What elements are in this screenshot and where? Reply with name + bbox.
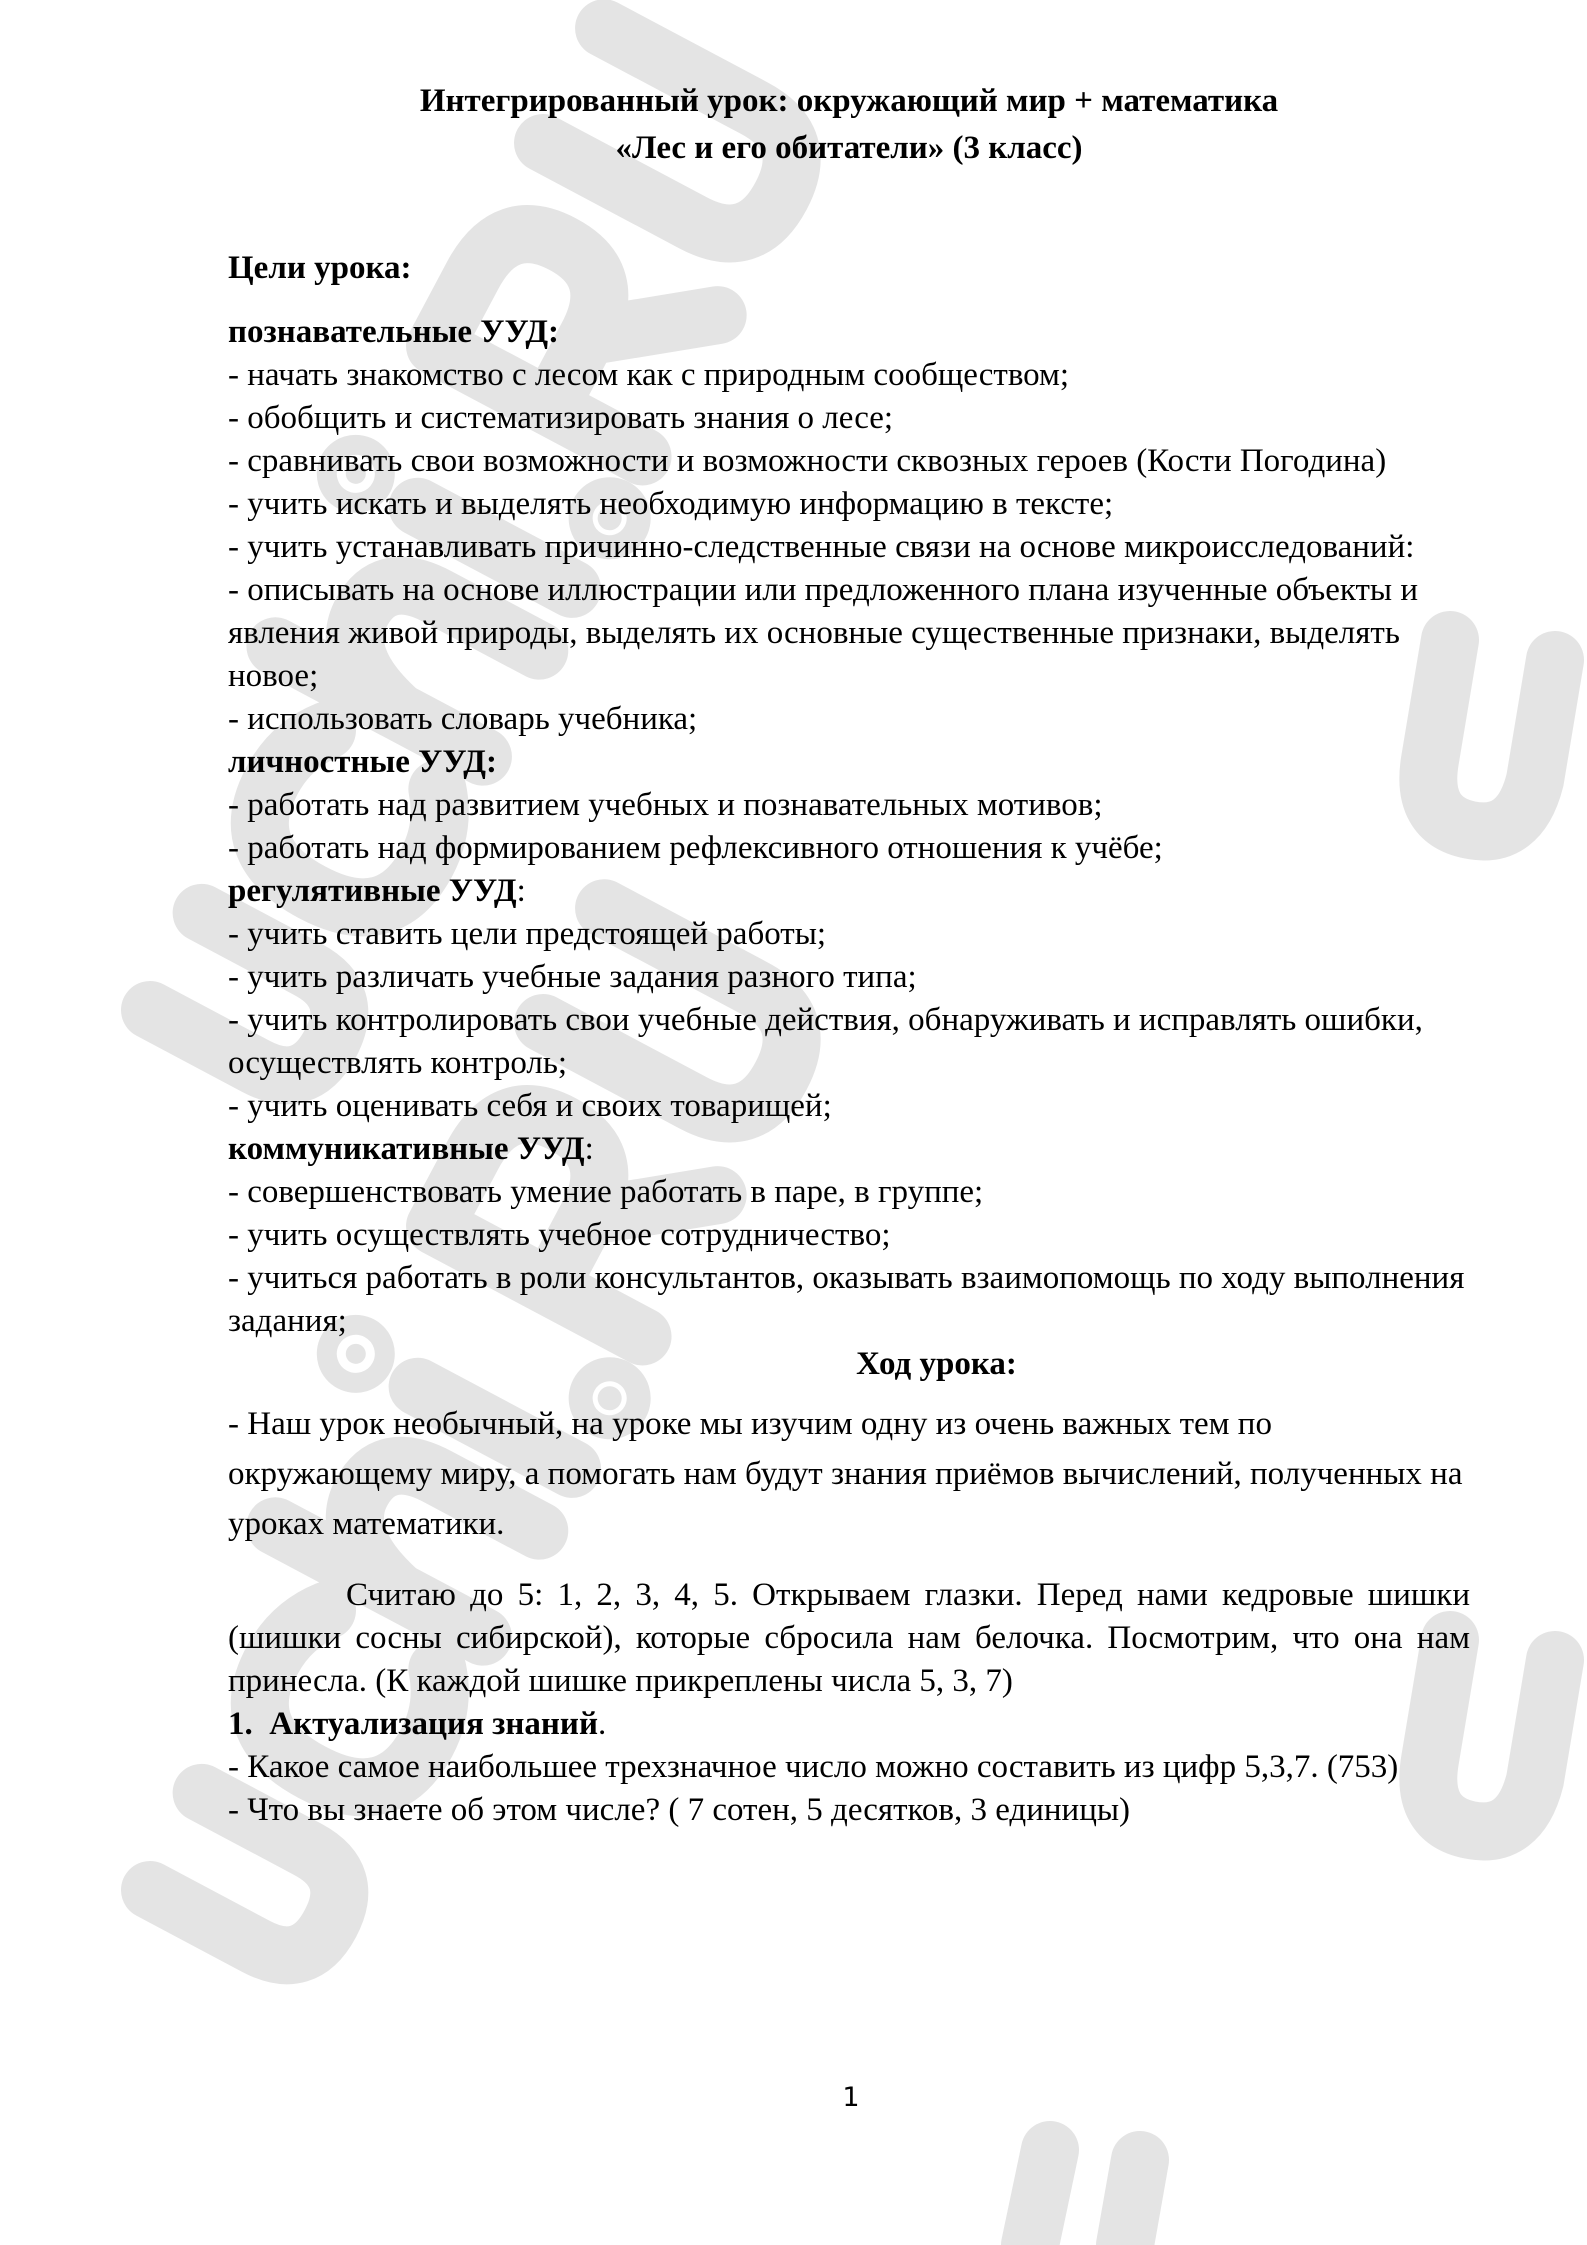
section-1-number: 1.: [228, 1706, 253, 1742]
communicative-uud-heading: [228, 1128, 1470, 1171]
document-title: [228, 78, 1470, 172]
list-item: - учить оценивать себя и своих товарищей;: [228, 1088, 832, 1124]
regulatory-uud-heading: [228, 870, 1470, 913]
goals-heading: Цели урока:: [228, 250, 412, 286]
list-item: - учиться работать в роли консультантов, оказывать взаимопомощь по ходу выполнения задания;: [228, 1260, 1465, 1339]
list-item: - Какое самое наибольшее трехзначное число можно составить из цифр 5,3,7. (753): [228, 1749, 1399, 1785]
count-paragraph: Считаю до 5: 1, 2, 3, 4, 5. Открываем глазки. Перед нами кедровые шишки (шишки сосны сибирской), которые сбросила нам белочка. Посмотрим, что она нам принесла. (К каждой шишке прикреплены числа 5, 3, 7): [228, 1577, 1470, 1699]
cognitive-uud-label: познавательные УУД:: [228, 314, 560, 350]
list-item: - работать над формированием рефлексивного отношения к учёбе;: [228, 830, 1163, 866]
regulatory-uud-section: [228, 870, 1470, 1128]
list-item: - начать знакомство с лесом как с природным сообществом;: [228, 357, 1070, 393]
list-item: - использовать словарь учебника;: [228, 701, 698, 737]
title-line-1: Интегрированный урок: окружающий мир + математика: [419, 83, 1279, 119]
page-number: 1: [842, 2082, 860, 2113]
list-item: - описывать на основе иллюстрации или предложенного плана изученные объекты и явления живой природы, выделять их основные существенные признаки, выделять новое;: [228, 572, 1418, 694]
section-1-title: Актуализация знаний: [269, 1706, 598, 1742]
watermark-edge-bottom: [1030, 2150, 1140, 2245]
list-item: - учить ставить цели предстоящей работы;: [228, 916, 827, 952]
list-item: - работать над развитием учебных и познавательных мотивов;: [228, 787, 1103, 823]
lesson-heading: Ход урока:: [856, 1346, 1017, 1382]
personal-uud-label: личностные УУД:: [228, 744, 497, 780]
communicative-uud-section: [228, 1128, 1470, 1343]
document-page: [228, 78, 1470, 1832]
list-item: - совершенствовать умение работать в паре, в группе;: [228, 1174, 984, 1210]
list-item: - учить различать учебные задания разного типа;: [228, 959, 917, 995]
list-item: - учить искать и выделять необходимую информацию в тексте;: [228, 486, 1114, 522]
cognitive-uud-section: [228, 311, 1470, 741]
list-item: - учить контролировать свои учебные действия, обнаруживать и исправлять ошибки, осуществлять контроль;: [228, 1002, 1423, 1081]
list-item: - Что вы знаете об этом числе? ( 7 сотен, 5 десятков, 3 единицы): [228, 1792, 1131, 1828]
title-line-2: «Лес и его обитатели» (3 класс): [615, 130, 1083, 166]
communicative-uud-colon: :: [584, 1131, 594, 1167]
regulatory-uud-colon: :: [516, 873, 526, 909]
personal-uud-section: [228, 741, 1470, 870]
section-1-heading: [228, 1703, 1470, 1746]
list-item: - учить устанавливать причинно-следственные связи на основе микроисследований:: [228, 529, 1415, 565]
communicative-uud-label: коммуникативные УУД: [228, 1131, 585, 1167]
list-item: - обобщить и систематизировать знания о лесе;: [228, 400, 894, 436]
section-1-period: .: [597, 1706, 607, 1742]
list-item: - сравнивать свои возможности и возможности сквозных героев (Кости Погодина): [228, 443, 1387, 479]
list-item: - учить осуществлять учебное сотрудничество;: [228, 1217, 891, 1253]
section-1: [228, 1703, 1470, 1832]
regulatory-uud-label: регулятивные УУД: [228, 873, 517, 909]
lesson-intro: - Наш урок необычный, на уроке мы изучим одну из очень важных тем по окружающему миру, а помогать нам будут знания приёмов вычислений, полученных на уроках математики.: [228, 1406, 1463, 1542]
